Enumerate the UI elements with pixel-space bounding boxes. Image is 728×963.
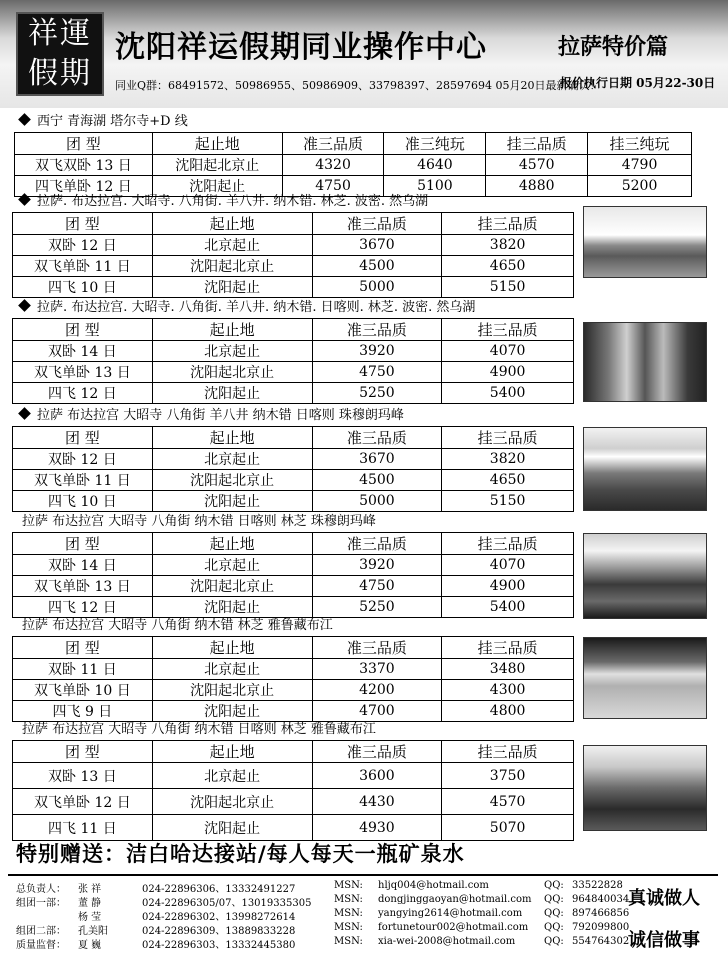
table-header-row xyxy=(13,319,574,341)
table-row xyxy=(13,362,574,383)
qq-label: QQ: xyxy=(544,908,564,919)
table-cell: 4650 xyxy=(442,256,574,277)
table-cell: 4070 xyxy=(442,341,574,362)
table-row xyxy=(13,576,574,597)
table-cell: 3370 xyxy=(312,659,442,680)
header-cell: 准三品质 xyxy=(312,533,442,555)
table-cell: 5250 xyxy=(312,597,442,618)
contact-role: 质量监督： xyxy=(16,940,66,951)
slogan-integrity: 诚信做事 xyxy=(628,930,700,951)
header-cell: 起止地 xyxy=(152,133,282,155)
contact-phone: 024-22896303、13332445380 xyxy=(142,940,296,951)
header-cell: 团 型 xyxy=(13,319,153,341)
header-cell: 挂三品质 xyxy=(442,213,574,235)
prayer-wheel-photo xyxy=(583,322,707,402)
table-cell: 沈阳起止 xyxy=(152,383,312,404)
table-header-row xyxy=(13,741,574,763)
contact-phone: 024-22896305/07、13019335305 xyxy=(142,898,312,909)
table-cell: 双卧 11 日 xyxy=(13,659,153,680)
table-cell: 4900 xyxy=(442,576,574,597)
table-cell: 沈阳起北京止 xyxy=(152,470,312,491)
route-section-6 xyxy=(0,616,574,722)
table-cell: 3670 xyxy=(312,235,442,256)
route-title: 拉萨 布达拉宫 大昭寺 八角街 纳木错 日喀则 林芝 珠穆朗玛峰 xyxy=(22,514,376,529)
table-cell: 双卧 14 日 xyxy=(13,555,153,576)
contact-name: 董 静 xyxy=(78,898,102,909)
table-cell: 4930 xyxy=(312,815,442,841)
msn-label: MSN: xyxy=(334,908,363,919)
table-cell: 4640 xyxy=(384,155,486,176)
route-section-2 xyxy=(0,192,574,298)
contact-qq: 964840034 xyxy=(572,894,630,905)
table-cell: 沈阳起止 xyxy=(152,597,312,618)
table-cell: 5400 xyxy=(442,383,574,404)
table-cell: 沈阳起止 xyxy=(152,701,312,722)
table-cell: 四飞单卧 12 日 xyxy=(15,176,153,197)
table-cell: 5200 xyxy=(588,176,692,197)
qq-label: QQ: xyxy=(544,880,564,891)
price-table xyxy=(12,426,574,512)
route-title: 拉萨. 布达拉宫. 大昭寺. 八角街. 羊八井. 纳木错. 日喀则. 林芝. 波密. 然乌湖 xyxy=(0,298,574,318)
diamond-bullet-icon xyxy=(18,113,31,126)
table-cell: 四飞 10 日 xyxy=(13,491,153,512)
qq-label: QQ: xyxy=(544,894,564,905)
contact-qq: 792099800 xyxy=(572,922,630,933)
logo-line-2: 假期 xyxy=(28,56,92,91)
table-cell: 双飞双卧 13 日 xyxy=(15,155,153,176)
table-cell: 5250 xyxy=(312,383,442,404)
table-cell: 3600 xyxy=(312,763,442,789)
route-title: 拉萨. 布达拉宫. 大昭寺. 八角街. 羊八井. 纳木错. 林芝. 波密. 然乌湖 xyxy=(0,192,574,212)
route-title: 拉萨 布达拉宫 大昭寺 八角街 羊八井 纳木错 日喀则 珠穆朗玛峰 xyxy=(0,406,574,426)
potala-palace-photo xyxy=(583,206,707,278)
header-cell: 团 型 xyxy=(13,741,153,763)
msn-label: MSN: xyxy=(334,922,363,933)
contact-qq: 33522828 xyxy=(572,880,623,891)
route-title: 拉萨 布达拉宫 大昭寺 八角街 纳木错 日喀则 林芝 雅鲁藏布江 xyxy=(22,722,376,737)
header-cell: 准三品质 xyxy=(312,319,442,341)
table-cell: 4790 xyxy=(588,155,692,176)
route-section-5 xyxy=(0,512,574,618)
table-header-row xyxy=(13,637,574,659)
route-section-3 xyxy=(0,298,574,404)
table-cell: 4880 xyxy=(486,176,588,197)
route-title: 西宁 青海湖 塔尔寺+D 线 xyxy=(0,112,692,132)
header-cell: 准三品质 xyxy=(312,741,442,763)
contact-phone: 024-22896306、13332491227 xyxy=(142,884,296,895)
table-cell: 4700 xyxy=(312,701,442,722)
msn-label: MSN: xyxy=(334,894,363,905)
table-cell: 沈阳起北京止 xyxy=(152,362,312,383)
diamond-bullet-icon xyxy=(18,407,31,420)
table-cell: 4750 xyxy=(312,576,442,597)
table-row xyxy=(15,155,692,176)
price-table xyxy=(12,740,574,841)
table-cell: 4300 xyxy=(442,680,574,701)
header-cell: 挂三品质 xyxy=(442,637,574,659)
header-cell: 团 型 xyxy=(13,213,153,235)
table-cell: 4570 xyxy=(442,789,574,815)
table-cell: 4650 xyxy=(442,470,574,491)
qq-group-line: 同业Q群：68491572、50986955、50986909、33798397、28597694 05月20日最新确认！ xyxy=(115,79,601,92)
table-cell: 4500 xyxy=(312,256,442,277)
contact-msn: fortunetour002@hotmail.com xyxy=(378,922,529,933)
header-cell: 准三纯玩 xyxy=(384,133,486,155)
table-cell: 3820 xyxy=(442,449,574,470)
qq-label: QQ: xyxy=(544,922,564,933)
table-cell: 4200 xyxy=(312,680,442,701)
price-table xyxy=(12,318,574,404)
contact-role: 总负责人： xyxy=(16,884,66,895)
header-cell: 起止地 xyxy=(152,741,312,763)
table-cell: 北京起止 xyxy=(152,763,312,789)
diamond-bullet-icon xyxy=(18,299,31,312)
prayer-flags-photo xyxy=(583,533,707,619)
table-row xyxy=(13,659,574,680)
header-cell: 挂三纯玩 xyxy=(588,133,692,155)
contact-qq: 554764302 xyxy=(572,936,630,947)
table-row xyxy=(13,256,574,277)
table-cell: 四飞 11 日 xyxy=(13,815,153,841)
table-cell: 双飞单卧 11 日 xyxy=(13,256,153,277)
price-table xyxy=(12,636,574,722)
table-cell: 双飞单卧 13 日 xyxy=(13,576,153,597)
table-cell: 5000 xyxy=(312,277,442,298)
route-section-1 xyxy=(0,112,692,197)
logo-line-1: 祥運 xyxy=(28,16,92,51)
price-table xyxy=(14,132,692,197)
table-cell: 四飞 9 日 xyxy=(13,701,153,722)
table-cell: 4900 xyxy=(442,362,574,383)
contact-msn: xia-wei-2008@hotmail.com xyxy=(378,936,516,947)
table-row xyxy=(13,470,574,491)
special-gift-banner: 特别赠送：洁白哈达接站/每人每天一瓶矿泉水 xyxy=(16,842,465,866)
table-row xyxy=(13,701,574,722)
table-cell: 3820 xyxy=(442,235,574,256)
table-cell: 北京起止 xyxy=(152,659,312,680)
table-cell: 5150 xyxy=(442,277,574,298)
table-cell: 5070 xyxy=(442,815,574,841)
agency-logo xyxy=(16,12,104,96)
qq-label: QQ: xyxy=(544,936,564,947)
table-cell: 双卧 13 日 xyxy=(13,763,153,789)
table-cell: 4320 xyxy=(282,155,384,176)
header-banner xyxy=(0,0,728,108)
table-cell: 4800 xyxy=(442,701,574,722)
table-row xyxy=(13,555,574,576)
table-cell: 北京起止 xyxy=(152,449,312,470)
contact-msn: hljq004@hotmail.com xyxy=(378,880,489,891)
table-cell: 3480 xyxy=(442,659,574,680)
header-cell: 挂三品质 xyxy=(442,427,574,449)
route-section-4 xyxy=(0,406,574,512)
table-cell: 北京起止 xyxy=(152,341,312,362)
header-cell: 起止地 xyxy=(152,319,312,341)
snow-mountain-photo xyxy=(583,427,707,511)
table-row xyxy=(13,449,574,470)
table-cell: 沈阳起北京止 xyxy=(152,155,282,176)
msn-label: MSN: xyxy=(334,936,363,947)
header-cell: 团 型 xyxy=(15,133,153,155)
header-cell: 起止地 xyxy=(152,213,312,235)
header-cell: 团 型 xyxy=(13,637,153,659)
contact-msn: yangying2614@hotmail.com xyxy=(378,908,523,919)
table-cell: 沈阳起北京止 xyxy=(152,789,312,815)
msn-label: MSN: xyxy=(334,880,363,891)
table-row xyxy=(13,341,574,362)
price-table xyxy=(12,212,574,298)
table-cell: 双飞单卧 11 日 xyxy=(13,470,153,491)
table-cell: 4430 xyxy=(312,789,442,815)
table-header-row xyxy=(13,213,574,235)
header-cell: 挂三品质 xyxy=(442,741,574,763)
table-cell: 沈阳起北京止 xyxy=(152,576,312,597)
table-cell: 北京起止 xyxy=(152,235,312,256)
header-cell: 准三品质 xyxy=(312,213,442,235)
contact-qq: 897466856 xyxy=(572,908,630,919)
header-cell: 起止地 xyxy=(152,637,312,659)
header-cell: 团 型 xyxy=(13,533,153,555)
table-header-row xyxy=(15,133,692,155)
contact-name: 杨 莹 xyxy=(78,912,102,923)
slogan-sincere: 真诚做人 xyxy=(628,888,700,909)
table-cell: 四飞 12 日 xyxy=(13,597,153,618)
table-cell: 沈阳起止 xyxy=(152,176,282,197)
table-cell: 沈阳起止 xyxy=(152,815,312,841)
table-cell: 4750 xyxy=(282,176,384,197)
table-row xyxy=(13,491,574,512)
table-cell: 4570 xyxy=(486,155,588,176)
contact-name: 张 祥 xyxy=(78,884,102,895)
table-cell: 四飞 12 日 xyxy=(13,383,153,404)
table-cell: 5100 xyxy=(384,176,486,197)
header-cell: 准三品质 xyxy=(282,133,384,155)
table-cell: 5400 xyxy=(442,597,574,618)
diamond-bullet-icon xyxy=(18,193,31,206)
table-cell: 沈阳起北京止 xyxy=(152,680,312,701)
table-row xyxy=(13,815,574,841)
table-cell: 沈阳起止 xyxy=(152,277,312,298)
table-cell: 5150 xyxy=(442,491,574,512)
table-row xyxy=(13,789,574,815)
table-cell: 双卧 12 日 xyxy=(13,235,153,256)
header-cell: 团 型 xyxy=(13,427,153,449)
header-cell: 挂三品质 xyxy=(442,533,574,555)
header-cell: 起止地 xyxy=(152,533,312,555)
table-cell: 4500 xyxy=(312,470,442,491)
header-cell: 准三品质 xyxy=(312,427,442,449)
contact-name: 夏 巍 xyxy=(78,940,102,951)
table-row xyxy=(13,763,574,789)
table-cell: 双飞单卧 13 日 xyxy=(13,362,153,383)
table-row xyxy=(13,235,574,256)
river-valley-photo xyxy=(583,745,707,831)
header-cell: 准三品质 xyxy=(312,637,442,659)
contact-role: 组团二部： xyxy=(16,926,66,937)
table-row xyxy=(13,277,574,298)
header-cell: 挂三品质 xyxy=(486,133,588,155)
yak-lake-photo xyxy=(583,637,707,719)
table-cell: 双卧 14 日 xyxy=(13,341,153,362)
table-cell: 北京起止 xyxy=(152,555,312,576)
table-cell: 沈阳起止 xyxy=(152,491,312,512)
route-section-7 xyxy=(0,720,574,841)
route-title: 拉萨 布达拉宫 大昭寺 八角街 纳木错 林芝 雅鲁藏布江 xyxy=(22,618,333,633)
table-cell: 4070 xyxy=(442,555,574,576)
table-cell: 四飞 10 日 xyxy=(13,277,153,298)
page-title: 沈阳祥运假期同业操作中心 xyxy=(115,30,487,65)
contact-name: 孔美阳 xyxy=(78,926,108,937)
table-cell: 3750 xyxy=(442,763,574,789)
contact-phone: 024-22896309、13889833228 xyxy=(142,926,296,937)
contact-role: 组团一部： xyxy=(16,898,66,909)
table-cell: 双卧 12 日 xyxy=(13,449,153,470)
table-cell: 5000 xyxy=(312,491,442,512)
table-cell: 3670 xyxy=(312,449,442,470)
table-cell: 沈阳起北京止 xyxy=(152,256,312,277)
table-row xyxy=(13,383,574,404)
table-cell: 双飞单卧 10 日 xyxy=(13,680,153,701)
table-header-row xyxy=(13,427,574,449)
table-cell: 3920 xyxy=(312,555,442,576)
table-cell: 3920 xyxy=(312,341,442,362)
header-cell: 起止地 xyxy=(152,427,312,449)
table-row xyxy=(13,680,574,701)
price-date: 报价执行日期 05月22-30日 xyxy=(560,76,716,90)
contact-msn: dongjinggaoyan@hotmail.com xyxy=(378,894,532,905)
header-cell: 挂三品质 xyxy=(442,319,574,341)
table-row xyxy=(13,597,574,618)
price-table xyxy=(12,532,574,618)
table-cell: 4750 xyxy=(312,362,442,383)
page-subtitle: 拉萨特价篇 xyxy=(558,35,669,60)
table-cell: 双飞单卧 12 日 xyxy=(13,789,153,815)
contact-phone: 024-22896302、13998272614 xyxy=(142,912,296,923)
table-header-row xyxy=(13,533,574,555)
contact-list xyxy=(8,874,718,956)
